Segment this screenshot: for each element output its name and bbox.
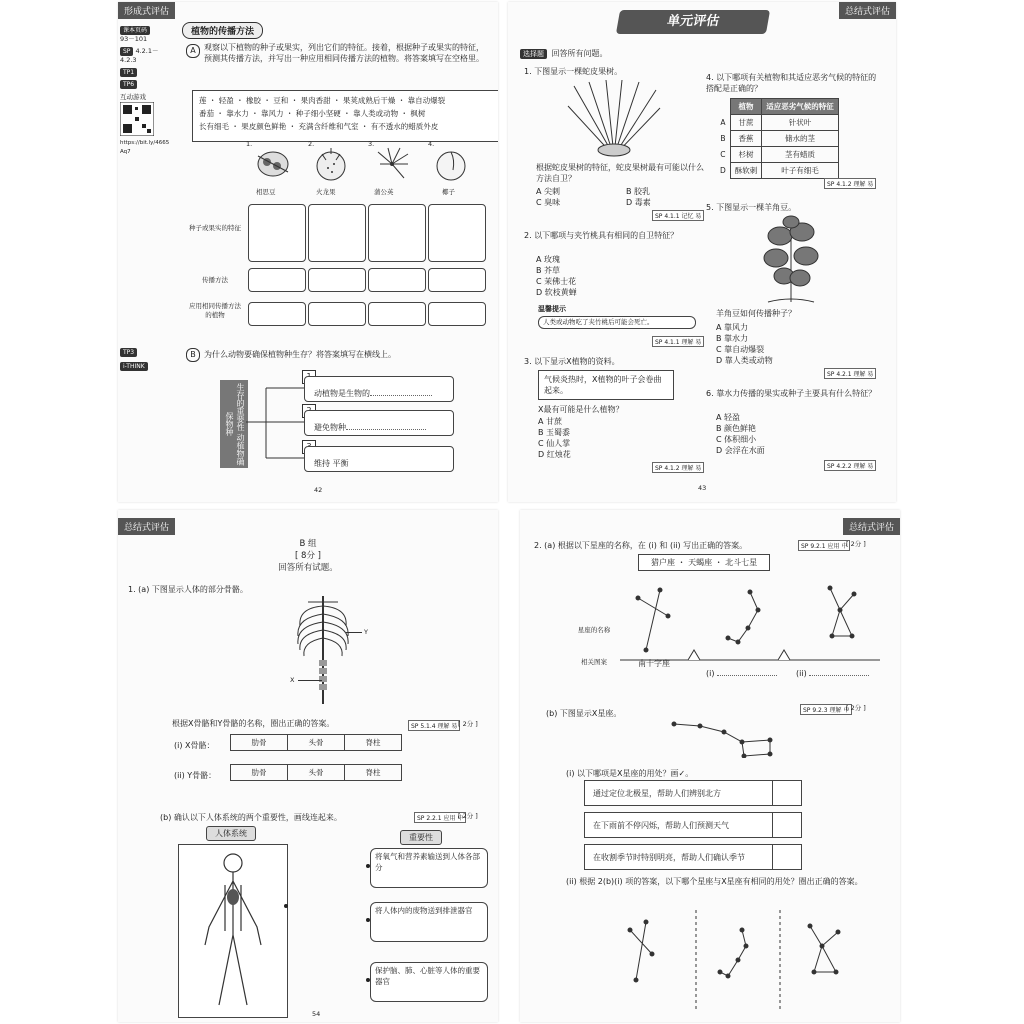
answer-box[interactable]	[368, 204, 426, 262]
plant-num: 1.	[246, 140, 253, 148]
q5-code: SP 4.2.1 理解 易	[824, 368, 876, 379]
answer-box[interactable]	[428, 268, 486, 292]
choice-cell[interactable]: 头骨	[288, 765, 345, 781]
page-number: 43	[698, 484, 707, 492]
table-row[interactable]: D 酥软刺 叶子有细毛	[716, 163, 838, 179]
option[interactable]: B 玉蜀黍	[538, 428, 571, 437]
q5-question: 羊角豆如何传播种子？	[716, 309, 796, 318]
pointer-x	[298, 680, 322, 681]
importance-box[interactable]: 保护脑、肺、心脏等人体的重要器官	[370, 962, 488, 1002]
match-dot[interactable]	[366, 978, 370, 982]
row-label-pattern: 相关图案	[581, 658, 607, 666]
tick-box[interactable]	[772, 844, 802, 870]
q2a-text: 2. (a) 根据以下星座的名称，在 (i) 和 (ii) 写出正确的答案。	[534, 541, 748, 550]
salak-tree-icon	[564, 78, 664, 158]
q1-question: 根据蛇皮果树的特征，蛇皮果树最有可能以什么方法自卫？	[536, 163, 704, 183]
q2a-marks: [ 2分 ]	[846, 540, 866, 548]
word-box-line: 番茄 ・ 靠水力 ・ 靠风力 ・ 种子细小坚硬 ・ 靠人类或动物 ・ 枫树	[199, 109, 426, 118]
q1b-text: (b) 确认以下人体系统的两个重要性，画线连起来。	[160, 813, 342, 822]
answer-box[interactable]	[428, 302, 486, 326]
option[interactable]: D 红烛花	[538, 450, 571, 459]
q1b-marks: [ 2分 ]	[458, 812, 478, 820]
option[interactable]: A 玫瑰	[536, 255, 561, 264]
q1a-text: 1. (a) 下图显示人体的部分骨骼。	[128, 585, 248, 594]
answer-line-i[interactable]	[717, 675, 777, 676]
sys-label: 人体系统	[206, 826, 256, 841]
option[interactable]: B 颜色鲜艳	[716, 424, 757, 433]
qb-letter: B	[186, 348, 200, 362]
page-number: 42	[314, 486, 323, 494]
row-label: 传播方法	[202, 276, 228, 284]
body-system-box	[178, 844, 288, 1018]
match-dot[interactable]	[284, 904, 288, 908]
plant-num: 2.	[308, 140, 315, 148]
match-dot[interactable]	[366, 864, 370, 868]
circulatory-system-icon	[179, 845, 287, 1017]
choice-cell[interactable]: 肋骨	[231, 765, 288, 781]
tp1-badge: TP1	[120, 68, 137, 77]
table-header: 适应恶劣气候的特征	[762, 99, 839, 115]
q6-code: SP 4.2.2 理解 易	[824, 460, 876, 471]
q2-code: SP 4.1.1 理解 易	[652, 336, 704, 347]
answer-box[interactable]	[308, 204, 366, 262]
q2-text: 2. 以下哪项与夹竹桃具有相同的自卫特征？	[524, 231, 679, 240]
side-column	[120, 26, 170, 157]
interactive-label: 互动游戏	[120, 93, 146, 101]
q3-code: SP 4.1.2 理解 易	[652, 462, 704, 473]
q4-code: SP 4.1.2 理解 易	[824, 178, 876, 189]
page-55	[520, 510, 900, 1022]
plant-name: 火龙果	[316, 188, 336, 196]
qa-instruction: 观察以下植物的种子或果实，列出它们的特征。接着，根据种子或果实的特征，预测其传播方法，并写出一种应用相同传播方法的植物。将答案填写在空格里。	[204, 43, 484, 63]
sp-label: SP	[120, 47, 133, 56]
constellation-names-box: 猎户座 ・ 天蝎座 ・ 北斗七星	[638, 554, 770, 571]
choice-cell[interactable]: 脊柱	[345, 735, 402, 751]
option[interactable]: A 甘蔗	[538, 417, 563, 426]
use-option: 通过定位北极星，帮助人们辨别北方	[584, 780, 796, 806]
row-label: 应用相同传播方法的植物	[189, 302, 241, 319]
q6-text: 6. 靠水力传播的果实或种子主要具有什么特征？	[706, 389, 877, 398]
option[interactable]: C 仙人掌	[538, 439, 571, 448]
tick-box[interactable]	[772, 812, 802, 838]
unit-assessment-banner: 单元评估	[616, 10, 770, 34]
option[interactable]: D 软枝黄蝉	[536, 288, 577, 297]
word-box-line: 莲 ・ 轻盈 ・ 橡胶 ・ 豆和 ・ 果肉香甜 ・ 果荚成熟后干燥 ・ 靠自动爆裂	[199, 96, 446, 105]
option[interactable]: A 靠风力	[716, 323, 749, 332]
summative-tab: 总结式评估	[843, 518, 900, 535]
q3-question: X最有可能是什么植物？	[538, 405, 624, 414]
sp-value: 4.2.1－4.2.3	[120, 47, 159, 64]
fill-i: (i)	[706, 668, 777, 679]
row-label-x: (i) X骨骼：	[174, 741, 215, 750]
option[interactable]: D 毒素	[626, 198, 651, 207]
choice-row-y	[230, 764, 402, 781]
plant-images	[246, 140, 496, 210]
q2b-marks: [ 2分 ]	[846, 704, 866, 712]
choice-cell[interactable]: 脊柱	[345, 765, 402, 781]
row-label: 种子或果实的特征	[189, 224, 241, 232]
southern-cross-label: 南十字座	[638, 659, 670, 668]
row-label-y: (ii) Y骨骼：	[174, 771, 217, 780]
page-43	[508, 2, 896, 502]
plant-num: 4.	[428, 140, 435, 148]
q1-options	[536, 186, 716, 208]
answer-box[interactable]	[368, 302, 426, 326]
answer-box[interactable]	[308, 302, 366, 326]
okra-plant-icon	[756, 214, 826, 304]
plant-name: 相思豆	[256, 188, 276, 196]
page-42	[118, 2, 498, 502]
page-54	[118, 510, 498, 1022]
hint-box: 人类或动物吃了夹竹桃后可能会死亡。	[538, 316, 696, 329]
option[interactable]: C 臭味	[536, 198, 561, 207]
code-pages: 93－101	[120, 35, 148, 43]
q1a-question: 根据X骨骼和Y骨骼的名称，圈出正确的答案。	[172, 719, 335, 728]
q1a-marks: [ 2分 ]	[458, 720, 478, 728]
answer-box[interactable]	[248, 204, 306, 262]
plant-num: 3.	[368, 140, 375, 148]
dragon-fruit-icon	[312, 146, 350, 184]
pointer-y	[346, 632, 362, 633]
option[interactable]: C 体积细小	[716, 435, 757, 444]
dandelion-icon	[374, 146, 410, 182]
option[interactable]: C 茉佛士花	[536, 277, 577, 286]
q3-text: 3. 以下显示X植物的资料。	[524, 357, 620, 366]
tree-text: 动植物是生物的	[314, 388, 432, 399]
fill-ii: (ii)	[796, 668, 869, 679]
label-x: X	[290, 676, 295, 684]
plant-name: 蒲公英	[374, 188, 394, 196]
skeleton-icon	[288, 596, 358, 706]
table-row[interactable]: C 杉树 茎有蜡质	[716, 147, 838, 163]
row-label-name: 星座的名称	[577, 626, 611, 634]
word-box-line: 长有细毛 ・ 果皮颜色鲜艳 ・ 充满含纤维和气室 ・ 有不透水的蜡质外皮	[199, 122, 439, 131]
q2bii-text: (ii) 根据 2(b)(i) 项的答案，以下哪个星座与X星座有相同的用处？圈出正确的答案。	[566, 877, 863, 886]
q1b-code: SP 2.2.1 应用 中	[414, 812, 466, 823]
q4-table	[716, 98, 839, 179]
formative-tab: 形成式评估	[118, 2, 175, 19]
section-title: 植物的传播方法	[182, 22, 263, 39]
q3-info-box: 气候炎热时，X植物的叶子会卷曲起来。	[538, 370, 674, 400]
option[interactable]: C 靠自动爆裂	[716, 345, 765, 354]
q4-text: 4. 以下哪项有关植物和其适应恶劣气候的特征的搭配是正确的？	[706, 73, 877, 93]
q1-text: 1. 下图显示一棵蛇皮果树。	[524, 67, 623, 76]
x-constellation-icon	[670, 716, 780, 758]
qb-instruction: 为什么动物要确保植物种生存？将答案填写在横线上。	[204, 350, 396, 359]
tree-connectors	[246, 374, 306, 474]
use-option: 在下雨前不停闪烁，帮助人们预测天气	[584, 812, 796, 838]
q2b-text: (b) 下图显示X星座。	[546, 709, 622, 718]
option[interactable]: B 靠水力	[716, 334, 749, 343]
q6-options	[716, 412, 765, 456]
tree-root-label: 生存的重要性 动植物确保物种	[220, 380, 248, 468]
q4-table-wrap	[716, 98, 839, 179]
choice-cell[interactable]: 头骨	[288, 735, 345, 751]
i-think-badge: i-THINK	[120, 362, 150, 371]
qr-url[interactable]: https://bit.ly/4665Aq7	[120, 140, 170, 155]
option[interactable]: A 轻盈	[716, 413, 741, 422]
coconut-icon	[432, 146, 470, 184]
page-number: 54	[312, 1010, 321, 1018]
section-header: 选择题 回答所有问题。	[520, 48, 608, 59]
label-y: Y	[364, 628, 368, 636]
answer-box[interactable]	[308, 268, 366, 292]
option[interactable]: D 会浮在水面	[716, 446, 765, 455]
option[interactable]: B 胶乳	[626, 187, 651, 196]
q2bi-text: (i) 以下哪项是X星座的用处？画✓。	[566, 769, 694, 778]
summative-tab: 总结式评估	[839, 2, 896, 19]
table-row[interactable]: B 香蕉 储水的茎	[716, 131, 838, 147]
code-label: 课本页码	[120, 26, 150, 35]
qr-code-icon[interactable]	[120, 102, 154, 136]
use-option: 在收割季节时特别明亮，帮助人们确认季节	[584, 844, 796, 870]
q2-options	[536, 254, 577, 298]
constellation-diagram	[620, 580, 880, 662]
q5-options	[716, 322, 773, 366]
tp3-badge: TP3	[120, 348, 139, 357]
option[interactable]: A 尖刺	[536, 187, 561, 196]
importance-box[interactable]: 将氧气和营养素输送到人体各部分	[370, 848, 488, 888]
option[interactable]: D 靠人类或动物	[716, 356, 773, 365]
tick-box[interactable]	[772, 780, 802, 806]
answer-line-ii[interactable]	[809, 675, 869, 676]
q1a-code: SP 5.1.4 理解 易	[408, 720, 460, 731]
choice-cell[interactable]: 肋骨	[231, 735, 288, 751]
q2b-code: SP 9.2.3 理解 中	[800, 704, 852, 715]
plant-name: 椰子	[442, 188, 455, 196]
qa-letter: A	[186, 44, 200, 58]
tp6-badge: TP6	[120, 80, 137, 89]
match-dot[interactable]	[366, 918, 370, 922]
q2a-code: SP 9.2.1 应用 中	[798, 540, 850, 551]
hint-label: 温馨提示	[538, 305, 566, 313]
table-header: 植物	[730, 99, 762, 115]
word-box	[192, 90, 498, 142]
constellation-choices[interactable]	[610, 910, 860, 1010]
group-header: B 组 [ 8分 ] 回答所有试题。	[278, 539, 338, 573]
answer-box[interactable]	[248, 268, 306, 292]
answer-box[interactable]	[368, 268, 426, 292]
table-row[interactable]: A 甘蔗 针状叶	[716, 115, 838, 131]
q5-text: 5. 下图显示一棵羊角豆。	[706, 203, 797, 212]
q3-options	[538, 416, 571, 460]
tree-text: 避免物种	[314, 422, 426, 433]
option[interactable]: B 芥草	[536, 266, 561, 275]
summative-tab: 总结式评估	[118, 518, 175, 535]
answer-box[interactable]	[428, 204, 486, 262]
q1-code: SP 4.1.1 记忆 易	[652, 210, 704, 221]
choice-row-x	[230, 734, 402, 751]
tree-text: 维持 平衡	[314, 459, 349, 468]
answer-box[interactable]	[248, 302, 306, 326]
saga-seed-icon	[254, 146, 292, 182]
importance-box[interactable]: 将人体内的废物送到排泄器官	[370, 902, 488, 942]
imp-label: 重要性	[400, 830, 442, 845]
